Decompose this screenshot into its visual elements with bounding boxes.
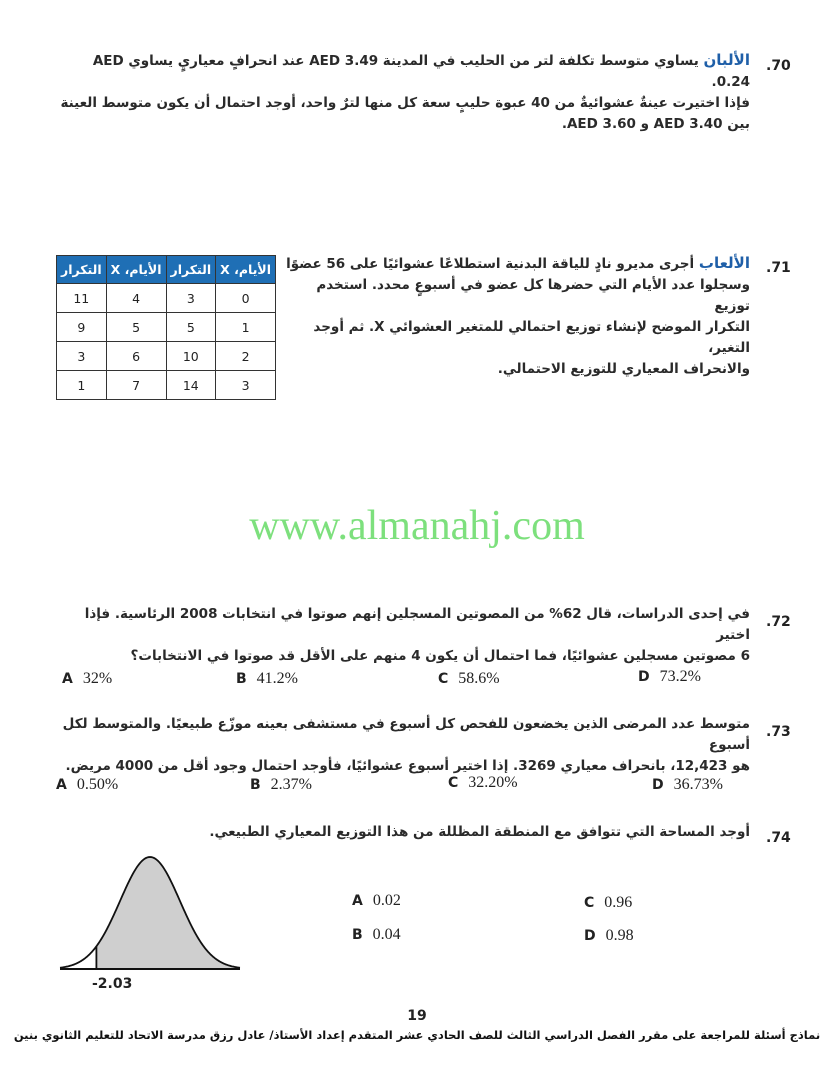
question-72-line-1: في إحدى الدراسات، قال 62% من المصوتين المسجلين إنهم صوتوا في انتخابات 2008 الرئاسية. فإذا اختير [84, 606, 750, 643]
question-73-number: .73 [766, 724, 791, 740]
table-header-days-1: الأيام، X [216, 256, 276, 284]
question-72-line-2: 6 مصوتين مسجلين عشوائيًا، فما احتمال أن يكون 4 منهم على الأقل قد صوتوا في الانتخابات؟ [130, 648, 750, 664]
table-cell: 0 [216, 284, 276, 313]
shaded-region [96, 857, 240, 969]
table-cell: 4 [106, 284, 166, 313]
question-72-number: .72 [766, 614, 791, 630]
question-71-line-1: الألعاب أجرى مديرو نادٍ للياقة البدنية استطلاعًا عشوائيًا على 56 عضوًا [286, 254, 750, 272]
question-74-text: أوجد المساحة التي تتوافق مع المنطقة المظللة من هذا التوزيع المعياري الطبيعي. [209, 824, 750, 840]
q74-option-b[interactable]: B 0.04 [352, 926, 401, 943]
question-70-keyword: الألبان [703, 51, 750, 69]
question-70-line-3: بين AED 3.40 و AED 3.60. [561, 116, 750, 132]
q72-option-c[interactable]: C 58.6% [438, 670, 500, 687]
question-71-line-2: وسجلوا عدد الأيام التي حضرها كل عضو في أسبوعٍ محدد. استخدم توزيع [316, 277, 750, 314]
q73-option-b[interactable]: B 2.37% [250, 776, 312, 793]
question-70-number: .70 [766, 58, 791, 74]
table-cell: 3 [166, 284, 216, 313]
question-70-line-1: الألبان يساوي متوسط تكلفة لتر من الحليب في المدينة AED 3.49 عند انحرافٍ معياريٍ يساوي AED 0.24. [92, 51, 750, 90]
table-row [57, 342, 276, 371]
table-row [57, 313, 276, 342]
table-cell: 3 [57, 342, 107, 371]
question-72-text [50, 604, 750, 667]
frequency-table [56, 255, 276, 400]
table-row [57, 284, 276, 313]
question-73-line-2: هو 12,423، بانحراف معياري 3269. إذا اختير أسبوع عشوائيًا، فأوجد احتمال وجود أقل من 4000 مريض. [65, 758, 750, 774]
question-71-text [280, 253, 750, 380]
q74-option-d[interactable]: D 0.98 [584, 927, 634, 944]
question-73-line-1: متوسط عدد المرضى الذين يخضعون للفحص كل أسبوع في مستشفى بعينه موزّع طبيعيًا. والمتوسط لكل أسبوع [62, 716, 750, 753]
question-71-number: .71 [766, 260, 791, 276]
table-cell: 3 [216, 371, 276, 400]
page-number: 19 [407, 1008, 427, 1024]
normal-curve-diagram [55, 845, 245, 975]
q74-option-c[interactable]: C 0.96 [584, 894, 633, 911]
q73-option-a[interactable]: A 0.50% [56, 776, 119, 793]
table-cell: 5 [166, 313, 216, 342]
table-cell: 5 [106, 313, 166, 342]
question-71-line-3: التكرار الموضح لإنشاء توزيع احتمالي للمتغير العشوائي X. ثم أوجد التغير، [313, 319, 750, 356]
question-70-line-2: فإذا اختيرت عينةٌ عشوائيةٌ من 40 عبوة حليبٍ سعة كل منها لترٌ واحد، أوجد احتمال أن يكون متوسط العينة [60, 95, 750, 111]
q74-option-a[interactable]: A 0.02 [352, 892, 401, 909]
table-row [57, 371, 276, 400]
table-cell: 2 [216, 342, 276, 371]
table-cell: 1 [57, 371, 107, 400]
watermark[interactable]: www.almanahj.com [249, 503, 585, 549]
table-cell: 7 [106, 371, 166, 400]
question-70-text [60, 50, 750, 135]
table-cell: 10 [166, 342, 216, 371]
table-cell: 9 [57, 313, 107, 342]
table-cell: 6 [106, 342, 166, 371]
table-cell: 14 [166, 371, 216, 400]
question-74-number: .74 [766, 830, 791, 846]
q72-option-d[interactable]: D 73.2% [638, 668, 701, 685]
q72-option-b[interactable]: B 41.2% [236, 670, 298, 687]
question-71-line-4: والانحراف المعياري للتوزيع الاحتمالي. [497, 361, 750, 377]
table-header-days-2: الأيام، X [106, 256, 166, 284]
q73-option-d[interactable]: D 36.73% [652, 776, 723, 793]
table-header-freq-1: التكرار [166, 256, 216, 284]
table-cell: 11 [57, 284, 107, 313]
table-header-freq-2: التكرار [57, 256, 107, 284]
curve-label: -2.03 [92, 976, 133, 992]
question-73-text [50, 714, 750, 777]
table-cell: 1 [216, 313, 276, 342]
question-71-keyword: الألعاب [698, 254, 750, 272]
q73-option-c[interactable]: C 32.20% [448, 774, 518, 791]
footer-text: نماذج أسئلة للمراجعة على مقرر الفصل الدراسي الثالث للصف الحادي عشر المتقدم إعداد الأستاذ/ عادل رزق مدرسة الاتحاد للتعليم الثانوي بنين [13, 1028, 821, 1042]
q72-option-a[interactable]: A 32% [62, 670, 113, 687]
